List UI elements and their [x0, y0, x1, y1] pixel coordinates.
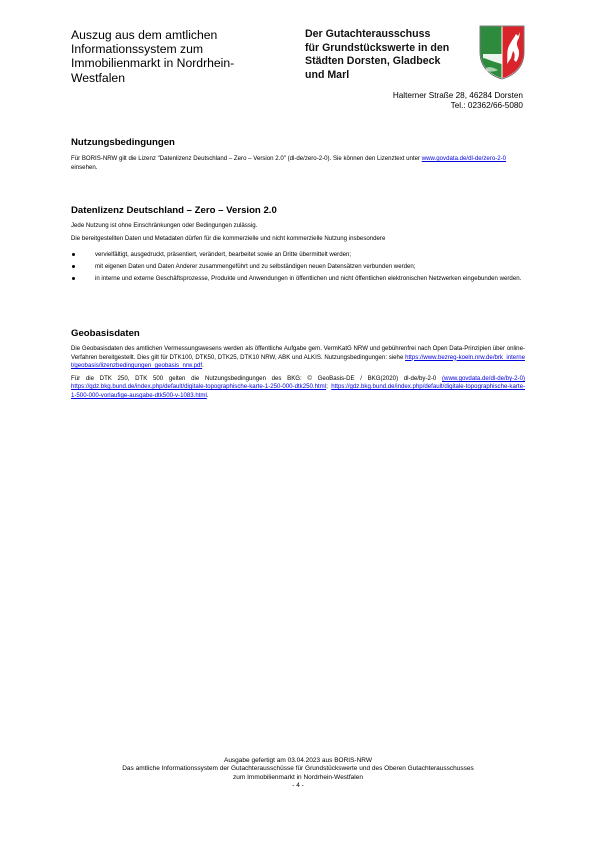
- license-para-2: Die bereitgestellten Daten und Metadaten dürfen für die kommerzielle und nicht kommerzielle Nutzung insbesondere: [71, 234, 386, 242]
- phone-number: Tel.: 02362/66-5080: [450, 101, 523, 111]
- list-item: [71, 263, 525, 272]
- license-body: [71, 222, 525, 287]
- geodata-body: [71, 345, 525, 401]
- list-item: [71, 251, 525, 260]
- bullet-text: mit eigenen Daten und Daten Anderer zusammengeführt und zu selbständigen neuen Datensätzen verbunden werden;: [95, 262, 416, 270]
- bkg-dtk250-link[interactable]: https://gdz.bkg.bund.de/index.php/default/digitale-topographische-karte-1-250-000-dtk250.html: [71, 383, 327, 391]
- geodata-para-2-end: .: [206, 391, 209, 399]
- govdata-zero-link[interactable]: www.govdata.de/dl-de/zero-2-0: [421, 155, 507, 162]
- bullet-text: in interne und externe Geschäftsprozesse, Produkte und Anwendungen in öffentlichen und nicht öffentlichen elektronischen Netzwerken eingebunden werden.: [95, 274, 522, 282]
- list-item: [71, 275, 525, 284]
- bullet-icon: [72, 253, 75, 256]
- issuer-title-line: Auszug aus dem amtlichen: [71, 28, 218, 42]
- bkg-dtk500-link[interactable]: https://gdz.bkg.bund.de/index.php/default/digitale-topographische-karte-1-500-000-vorlaufige-ausgabe-dtk500-v-1083.html: [71, 383, 525, 399]
- issuer-title-line: Informationssystem zum: [71, 42, 204, 57]
- committee-name-line: Der Gutachterausschuss: [305, 28, 431, 40]
- geodata-para-2: [71, 375, 525, 401]
- geodata-para-1-text: Die Geobasisdaten des amtlichen Vermessungswesens werden als öffentliche Aufgabe gem. VermKatG NRW und gebührenfrei nach Open Data-Prinzipien über online-Verfahren bereitgestellt. Dies gilt für DTK100, DTK50, DTK25, DTK10 NRW, ABK und ALKIS. Nutzungsbedingungen: siehe: [71, 345, 525, 361]
- nrw-crest-icon: [478, 24, 526, 80]
- terms-text: Für BORIS-NRW gilt die Lizenz "Datenlizenz Deutschland – Zero – Version 2.0" (dl-de/zero-2-0). Sie können den Lizenztext unter: [71, 155, 422, 162]
- geodata-heading: Geobasisdaten: [71, 328, 140, 339]
- issuer-title-line: Westfalen: [71, 70, 125, 85]
- footer-system-scope: zum Immobilienmarkt in Nordrhein-Westfalen: [233, 773, 363, 781]
- terms-paragraph: [71, 155, 525, 172]
- license-heading: Datenlizenz Deutschland – Zero – Version 2.0: [71, 205, 277, 216]
- address-block: [303, 91, 523, 111]
- license-para-1: Jede Nutzung ist ohne Einschränkungen oder Bedingungen zulässig.: [71, 222, 258, 229]
- geodata-separator: ;: [326, 383, 332, 391]
- geodata-para-1: [71, 345, 525, 371]
- page-number: - 4 -: [292, 782, 304, 790]
- issuer-title-line: Immobilienmarkt in Nordrhein-: [71, 56, 235, 71]
- terms-text-end: einsehen.: [71, 163, 98, 171]
- committee-name: [305, 28, 470, 82]
- footer-system-name: Das amtliche Informationssystem der Gutachterausschüsse für Grundstückswerte und des Oberen Gutachterausschusses: [122, 765, 474, 773]
- footer-issue-date: Ausgabe gefertigt am 03.04.2023 aus BORIS-NRW: [223, 757, 372, 764]
- geodata-para-2-text: Für die DTK 250, DTK 500 gelten die Nutzungsbedingungen des BKG: © GeoBasis-DE / BKG(2020) dl-de/by-2-0: [71, 374, 443, 382]
- bullet-text: vervielfältigt, ausgedruckt, präsentiert, verändert, bearbeitet sowie an Dritte übermittelt werden;: [95, 251, 352, 259]
- bullet-icon: [72, 265, 75, 268]
- bezreg-license-link[interactable]: https://www.bezreg-koeln.nrw.de/brk_internet/geobasis/lizenzbedingungen_geobasis_nrw.pdf: [71, 353, 525, 370]
- issuer-title: [71, 28, 281, 85]
- page-footer: [71, 757, 525, 791]
- bullet-icon: [72, 277, 75, 280]
- terms-heading: Nutzungsbedingungen: [71, 137, 175, 148]
- license-bullet-list: [71, 251, 525, 283]
- committee-name-line: Städten Dorsten, Gladbeck: [305, 55, 441, 68]
- geodata-para-1-end: .: [202, 362, 204, 370]
- govdata-by-link[interactable]: (www.govdata.de/dl-de/by-2-0): [442, 374, 525, 382]
- committee-name-line: und Marl: [305, 68, 350, 81]
- street-address: Halterner Straße 28, 46284 Dorsten: [392, 91, 523, 100]
- committee-name-line: für Grundstückswerte in den: [305, 41, 450, 54]
